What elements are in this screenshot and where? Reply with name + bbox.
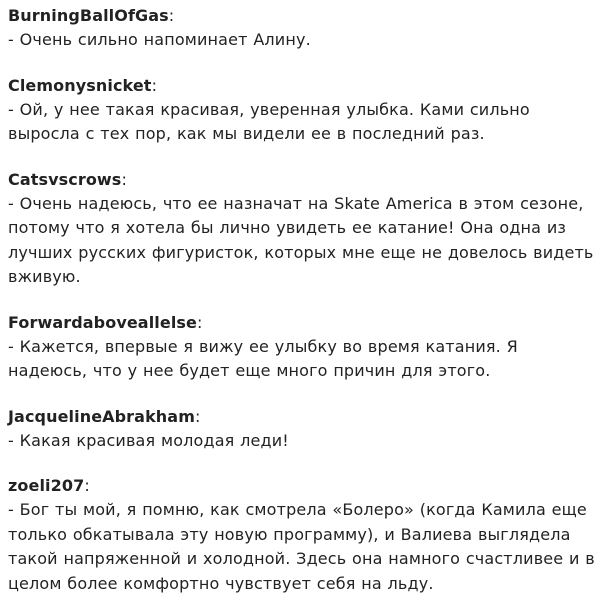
comment-author: Forwardaboveallelse [8,312,197,332]
author-colon: : [197,312,203,332]
comment-item [8,168,596,290]
comment-text: - Ой, у нее такая красивая, уверенная улыбка. Ками сильно выросла с тех пор, как мы видели ее в последний раз. [8,99,530,143]
comment-item [8,74,596,147]
author-line [8,168,596,192]
comment-text: - Какая красивая молодая леди! [8,430,289,450]
author-colon: : [151,75,158,95]
comment-text: - Очень надеюсь, что ее назначат на Skate America в этом сезоне, потому что я хотела бы лично увидеть ее катание! Она одна из лучших русских фигуристок, которых мне еще не довелось видеть вживую. [8,193,594,286]
comment-author: Clemonysnicket [8,75,152,95]
comment-text: - Очень сильно напоминает Алину. [8,30,311,49]
comment-item [8,4,596,53]
comment-text: - Бог ты мой, я помню, как смотрела «Болеро» (когда Камила еще только обкатывала эту новую программу), и Валиева выглядела такой напряженной и холодной. Здесь она намного счастливее и в целом более комфортно чувствует себя на льду. [8,500,595,593]
author-line [8,311,596,335]
comment-author: Catsvscrows [8,169,122,189]
comment-item [8,311,596,384]
comment-author: zoeli207 [8,476,85,495]
comment-item [8,474,596,596]
author-line [8,74,596,98]
author-colon: : [84,476,90,495]
comment-author: JacquelineAbrakham [8,406,195,426]
author-colon: : [194,406,201,426]
author-colon: : [168,6,175,25]
author-line [8,405,596,429]
author-line [8,4,596,28]
author-line [8,474,596,498]
comment-author: BurningBallOfGas [8,6,169,25]
comment-text: - Кажется, впервые я вижу ее улыбку во время катания. Я надеюсь, что у нее будет еще много причин для этого. [8,336,518,380]
author-colon: : [121,169,127,189]
comment-item [8,405,596,454]
